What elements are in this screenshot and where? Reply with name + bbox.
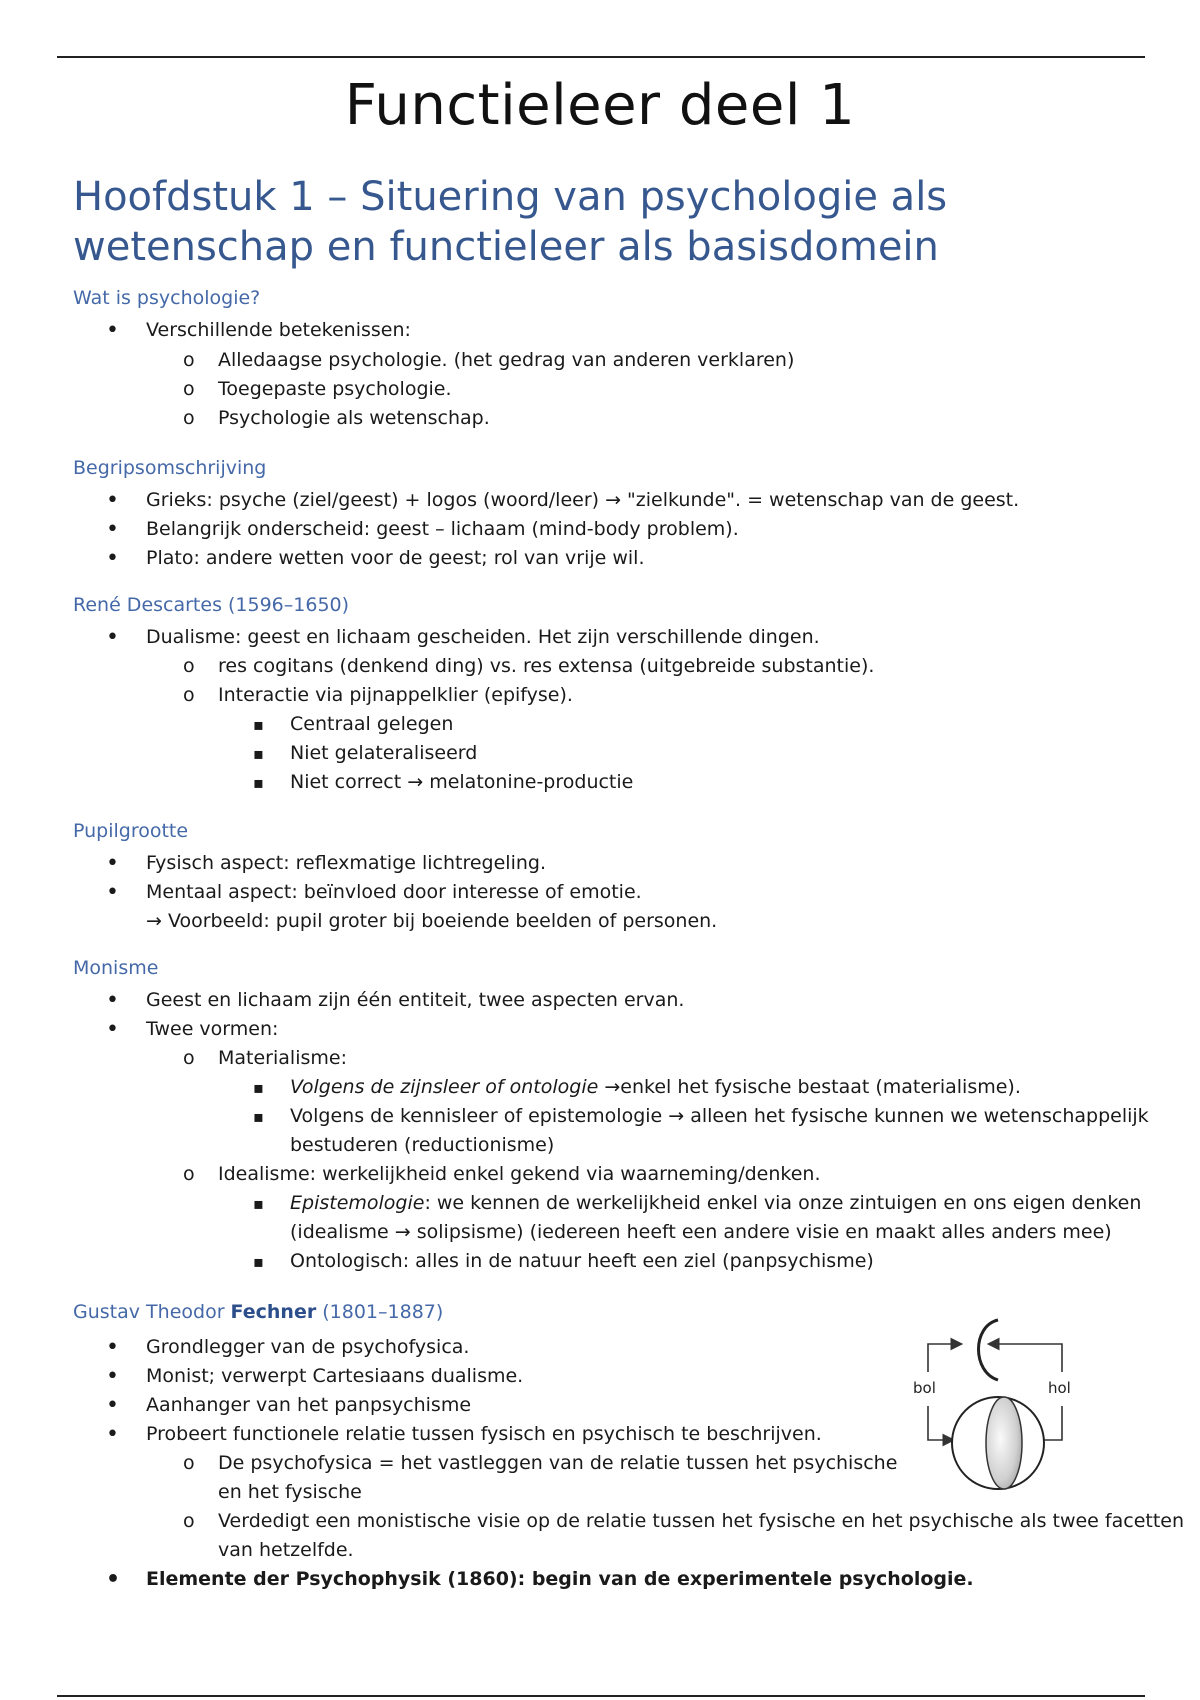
diagram-label-hol: hol: [1048, 1379, 1071, 1397]
document-title: Functieleer deel 1: [344, 73, 856, 138]
list-item: • Twee vormen:: [0, 1015, 1149, 1044]
chapter-heading: Hoofdstuk 1 – Situering van psychologie als wetenschap en functieleer als basisdomein: [73, 174, 948, 270]
list-item: o Alledaagse psychologie. (het gedrag van anderen verklaren): [0, 346, 794, 375]
list-item: • Mentaal aspect: beïnvloed door interesse of emotie.: [0, 878, 717, 907]
connector-right-top: [990, 1344, 1062, 1372]
list-item: o De psychofysica = het vastleggen van de relatie tussen het psychische: [0, 1449, 1184, 1478]
italic-term: Epistemologie: [290, 1192, 425, 1214]
list-item: ▪ Niet gelateraliseerd: [0, 739, 874, 768]
list-item: • Geest en lichaam zijn één entiteit, twee aspecten ervan.: [0, 986, 1149, 1015]
list-item: • Grieks: psyche (ziel/geest) + logos (woord/leer) → "zielkunde". = wetenschap van de geest.: [0, 486, 1019, 515]
heading-fechner: [73, 1300, 443, 1324]
list-item: o res cogitans (denkend ding) vs. res extensa (uitgebreide substantie).: [0, 652, 874, 681]
list-item-text: →enkel het fysische bestaat (materialisme).: [598, 1076, 1021, 1098]
concave-arc: [979, 1320, 999, 1380]
heading-fechner-pre: Gustav Theodor: [73, 1301, 231, 1323]
list-item: • Belangrijk onderscheid: geest – lichaam (mind-body problem).: [0, 515, 1019, 544]
list-item: • Plato: andere wetten voor de geest; rol van vrije wil.: [0, 544, 1019, 573]
list-item: [0, 1189, 1149, 1218]
heading-pupilgrootte: Pupilgrootte: [73, 820, 189, 842]
bottom-rule: [57, 1695, 1145, 1697]
list-monisme: [0, 986, 1149, 1276]
list-item-continuation: (idealisme → solipsisme) (iedereen heeft een andere visie en maakt alles anders mee): [290, 1221, 1112, 1243]
list-item: • Monist; verwerpt Cartesiaans dualisme.: [0, 1362, 1184, 1391]
list-item: o Psychologie als wetenschap.: [0, 404, 794, 433]
list-item: o Interactie via pijnappelklier (epifyse).: [0, 681, 874, 710]
heading-fechner-name: Fechner: [230, 1301, 317, 1323]
sphere-lens: [986, 1397, 1022, 1489]
list-item: o Materialisme:: [0, 1044, 1149, 1073]
bol-hol-diagram: [880, 1308, 1130, 1508]
heading-fechner-years: (1801–1887): [316, 1301, 444, 1323]
list-item: [0, 1073, 1149, 1102]
list-item: • Dualisme: geest en lichaam gescheiden. Het zijn verschillende dingen.: [0, 623, 874, 652]
heading-descartes: René Descartes (1596–1650): [73, 594, 350, 616]
list-begrip: [0, 486, 1019, 573]
list-item: ▪ Ontologisch: alles in de natuur heeft een ziel (panpsychisme): [0, 1247, 1149, 1276]
diagram-label-bol: bol: [913, 1379, 936, 1397]
list-item: o Idealisme: werkelijkheid enkel gekend via waarneming/denken.: [0, 1160, 1149, 1189]
list-item-continuation: van hetzelfde.: [218, 1539, 354, 1561]
list-wat-is: [0, 316, 794, 433]
heading-begripsomschrijving: Begripsomschrijving: [73, 457, 267, 479]
italic-term: Volgens de zijnsleer of ontologie: [290, 1076, 599, 1098]
heading-monisme: Monisme: [73, 957, 159, 979]
connector-left-bottom: [928, 1406, 952, 1440]
list-item-continuation: en het fysische: [218, 1481, 362, 1503]
list-item: ▪ Niet correct → melatonine-productie: [0, 768, 874, 797]
list-item-bold: • Elemente der Psychophysik (1860): begin van de experimentele psychologie.: [0, 1565, 1184, 1594]
list-item-text: : we kennen de werkelijkheid enkel via onze zintuigen en ons eigen denken: [424, 1192, 1142, 1214]
list-item: • Verschillende betekenissen:: [0, 316, 794, 345]
list-item: • Probeert functionele relatie tussen fysisch en psychisch te beschrijven.: [0, 1420, 1184, 1449]
list-item: o Toegepaste psychologie.: [0, 375, 794, 404]
connector-left-top: [928, 1344, 960, 1372]
list-pupil: [0, 849, 717, 936]
list-item: • Fysisch aspect: reflexmatige lichtregeling.: [0, 849, 717, 878]
list-item-continuation: → Voorbeeld: pupil groter bij boeiende beelden of personen.: [146, 910, 718, 932]
heading-wat-is-psychologie: Wat is psychologie?: [73, 287, 261, 309]
list-item-continuation: bestuderen (reductionisme): [290, 1134, 555, 1156]
list-item: ▪ Volgens de kennisleer of epistemologie → alleen het fysische kunnen we wetenschappelijk: [0, 1102, 1149, 1131]
list-item: • Aanhanger van het panpsychisme: [0, 1391, 1184, 1420]
list-item: ▪ Centraal gelegen: [0, 710, 874, 739]
list-item: o Verdedigt een monistische visie op de relatie tussen het fysische en het psychische als twee facetten: [0, 1507, 1184, 1536]
top-rule: [57, 56, 1145, 58]
list-item: • Grondlegger van de psychofysica.: [0, 1333, 1184, 1362]
list-descartes: [0, 623, 874, 797]
